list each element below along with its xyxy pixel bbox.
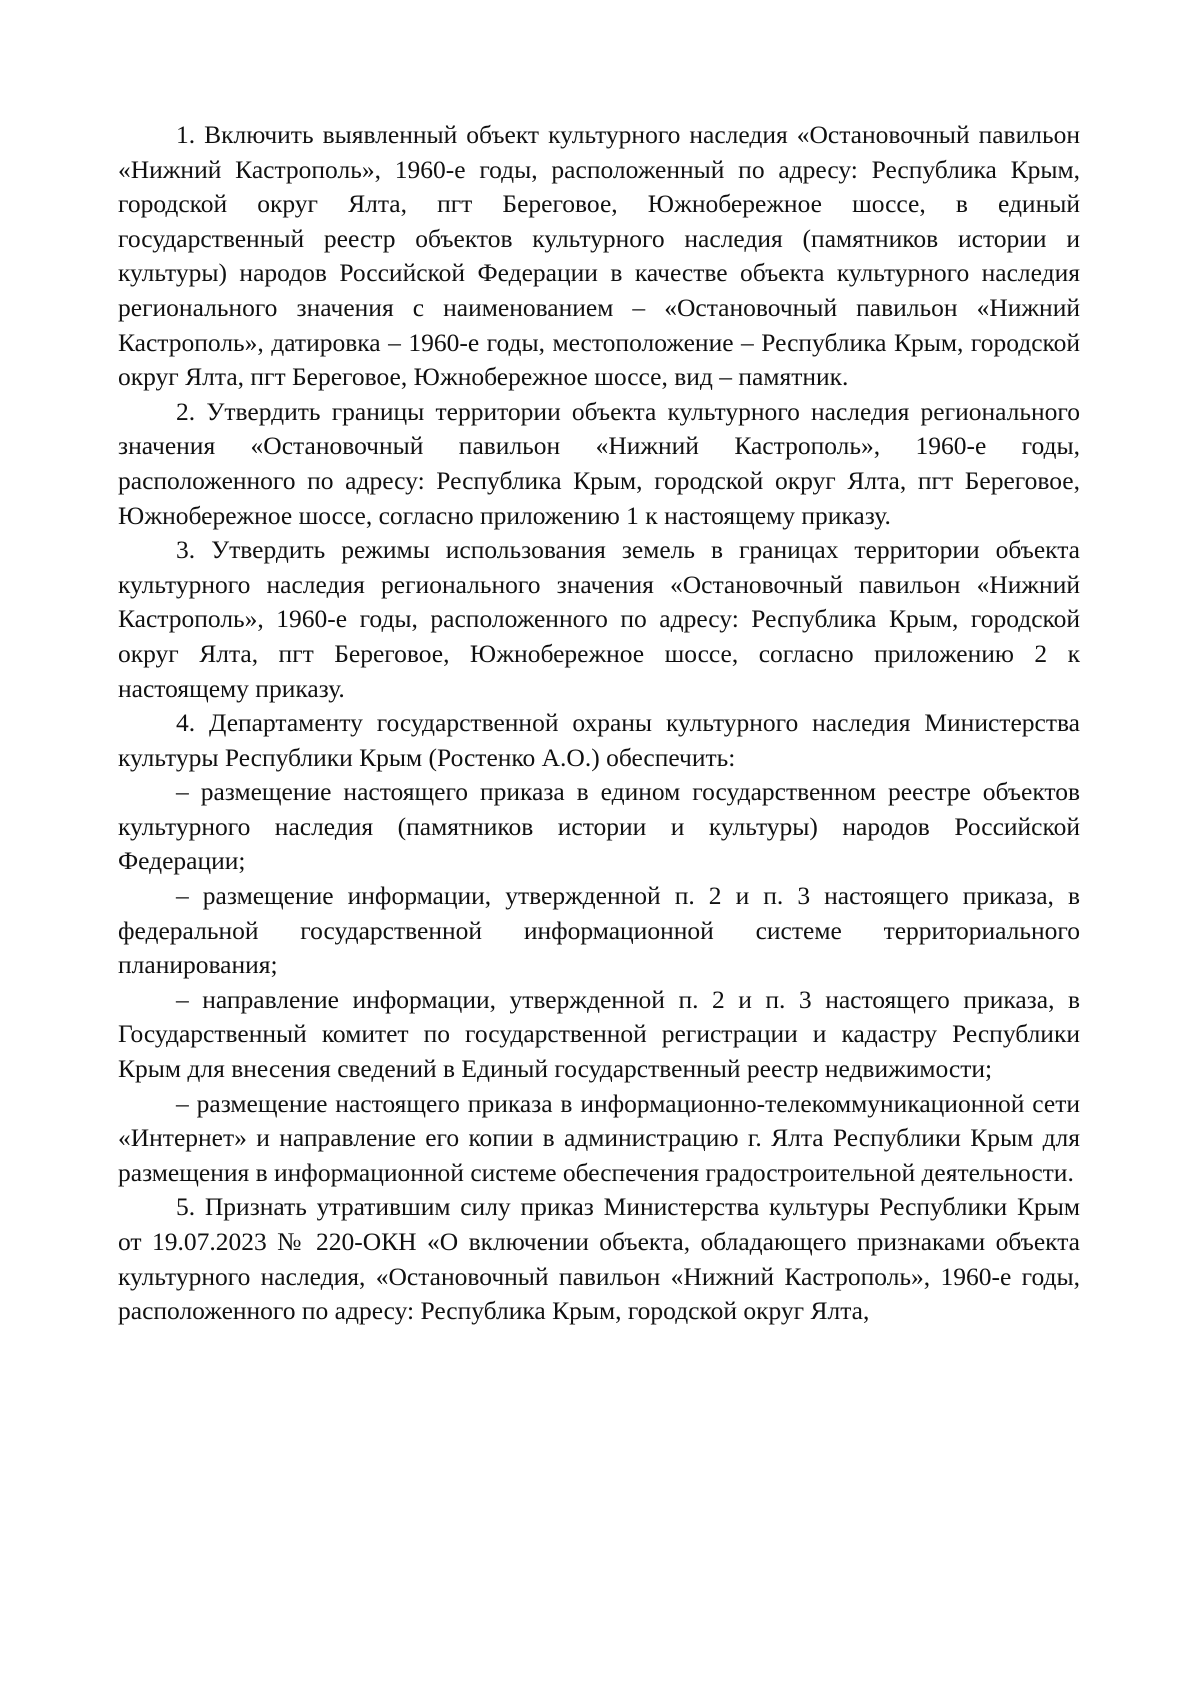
paragraph-5: 5. Признать утратившим силу приказ Министерства культуры Республики Крым от 19.07.2023 № 220-ОКН «О включении объекта, обладающего признаками объекта культурного наследия, «Остановочный павильон «Нижний Кастрополь», 1960-е годы, расположенного по адресу: Республика Крым, городской округ Ялта, bbox=[118, 1192, 1080, 1326]
bullet-item-1: – размещение настоящего приказа в едином государственном реестре объектов культурного наследия (памятников истории и культуры) народов Российской Федерации; bbox=[118, 777, 1080, 876]
bullet-item-2: – размещение информации, утвержденной п. 2 и п. 3 настоящего приказа, в федеральной государственной информационной системе территориального планирования; bbox=[118, 881, 1080, 980]
paragraph-1: 1. Включить выявленный объект культурного наследия «Остановочный павильон «Нижний Кастрополь», 1960-е годы, расположенный по адресу: Республика Крым, городской округ Ялта, пгт Береговое, Южнобережное шоссе, в единый государственный реестр объектов культурного наследия (памятников истории и культуры) народов Российской Федерации в качестве объекта культурного наследия регионального значения с наименованием – «Остановочный павильон «Нижний Кастрополь», датировка – 1960-е годы, местоположение – Республика Крым, городской округ Ялта, пгт Береговое, Южнобережное шоссе, вид – памятник. bbox=[118, 120, 1080, 392]
bullet-item-4: – размещение настоящего приказа в информационно-телекоммуникационной сети «Интернет» и направление его копии в администрацию г. Ялта Республики Крым для размещения в информационной системе обеспечения градостроительной деятельности. bbox=[118, 1088, 1080, 1187]
document-body bbox=[118, 118, 1080, 1329]
paragraph-3: 3. Утвердить режимы использования земель в границах территории объекта культурного наследия регионального значения «Остановочный павильон «Нижний Кастрополь», 1960-е годы, расположенного по адресу: Республика Крым, городской округ Ялта, пгт Береговое, Южнобережное шоссе, согласно приложению 2 к настоящему приказу. bbox=[118, 535, 1080, 703]
bullet-item-3: – направление информации, утвержденной п. 2 и п. 3 настоящего приказа, в Государственный комитет по государственной регистрации и кадастру Республики Крым для внесения сведений в Единый государственный реестр недвижимости; bbox=[118, 984, 1080, 1084]
paragraph-2: 2. Утвердить границы территории объекта культурного наследия регионального значения «Остановочный павильон «Нижний Кастрополь», 1960-е годы, расположенного по адресу: Республика Крым, городской округ Ялта, пгт Береговое, Южнобережное шоссе, согласно приложению 1 к настоящему приказу. bbox=[118, 396, 1080, 530]
paragraph-4: 4. Департаменту государственной охраны культурного наследия Министерства культуры Республики Крым (Ростенко А.О.) обеспечить: bbox=[118, 708, 1080, 772]
